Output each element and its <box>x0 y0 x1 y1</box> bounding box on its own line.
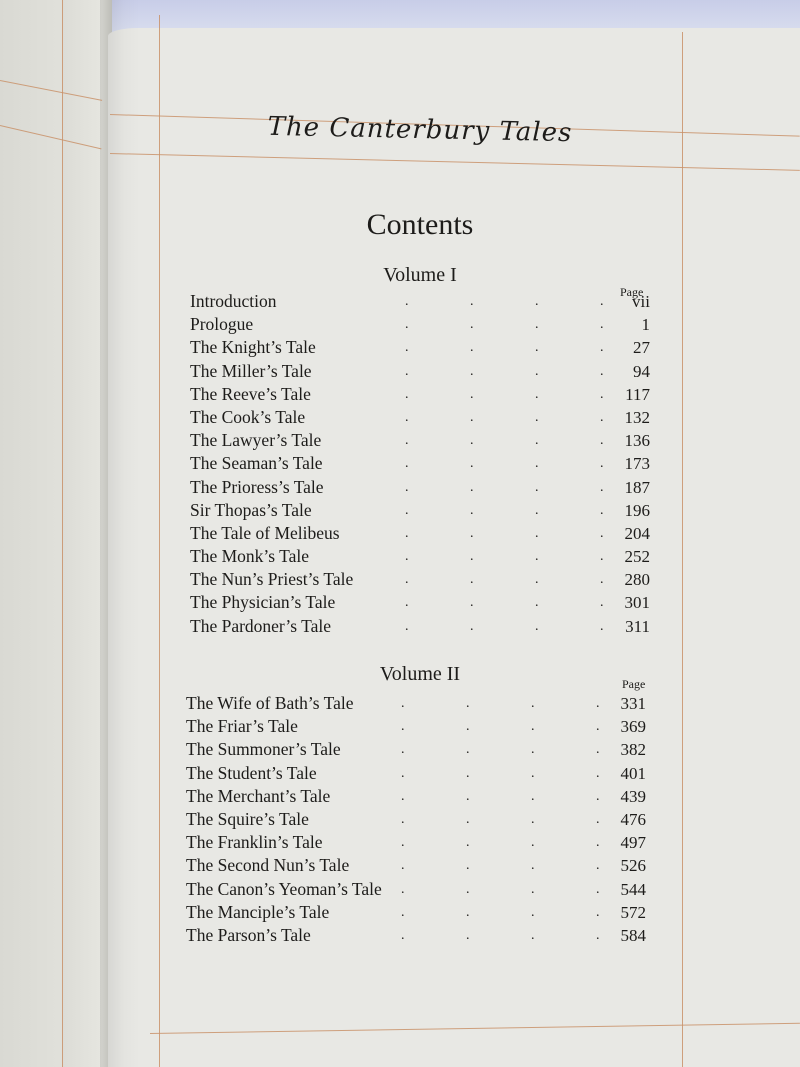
toc-entry-title: The Reeve’s Tale <box>190 383 311 404</box>
toc-entry[interactable] <box>190 383 650 406</box>
dot-leader: . . . . <box>405 363 604 379</box>
dot-leader: . . . . <box>401 742 600 758</box>
dot-leader: . . . . <box>401 696 600 711</box>
dot-leader: . . . . <box>401 881 600 897</box>
volume-2-heading: Volume II <box>379 663 461 685</box>
toc-entry-title: The Parson’s Tale <box>186 924 311 945</box>
toc-entry-title: The Student’s Tale <box>186 762 317 783</box>
toc-entry-title: The Friar’s Tale <box>186 716 298 737</box>
toc-entry-title: The Lawyer’s Tale <box>190 430 322 451</box>
toc-entry[interactable] <box>186 831 646 854</box>
toc-entry-title: The Prioress’s Tale <box>190 476 324 497</box>
volume-2-toc <box>186 692 646 947</box>
toc-entry[interactable] <box>190 545 650 568</box>
toc-entry[interactable] <box>186 924 646 947</box>
toc-entry[interactable] <box>190 499 650 522</box>
toc-entry-title: The Miller’s Tale <box>190 360 312 381</box>
toc-entry[interactable] <box>190 568 650 591</box>
toc-entry[interactable] <box>190 313 650 336</box>
toc-entry-page-number: 1 <box>641 315 650 335</box>
toc-entry-page-number: 544 <box>620 879 646 899</box>
toc-entry-page-number: 187 <box>624 477 650 497</box>
toc-entry[interactable] <box>186 762 646 785</box>
toc-entry-page-number: 311 <box>625 616 650 636</box>
toc-entry[interactable] <box>190 591 650 614</box>
toc-entry-title: The Monk’s Tale <box>190 546 309 567</box>
toc-entry-page-number: 572 <box>620 902 646 922</box>
toc-entry-title: The Summoner’s Tale <box>186 739 341 760</box>
toc-entry-title: The Physician’s Tale <box>190 592 336 613</box>
dot-leader: . . . . <box>401 765 600 781</box>
toc-entry[interactable] <box>190 360 650 383</box>
toc-entry-title: Introduction <box>190 291 277 311</box>
toc-entry-page-number: 252 <box>624 547 650 567</box>
dot-leader: . . . . <box>405 386 604 402</box>
volume-1-toc <box>190 290 650 638</box>
toc-entry-page-number: 476 <box>620 809 646 829</box>
dot-leader: . . . . <box>401 835 600 851</box>
toc-entry-title: The Seaman’s Tale <box>190 453 323 474</box>
toc-entry-title: The Tale of Melibeus <box>190 522 340 543</box>
dot-leader: . . . . <box>401 858 600 874</box>
toc-entry-title: The Second Nun’s Tale <box>186 855 350 876</box>
toc-entry-page-number: 382 <box>620 740 646 760</box>
toc-entry-title: The Franklin’s Tale <box>186 832 323 853</box>
toc-entry[interactable] <box>186 854 646 877</box>
toc-entry-page-number: 94 <box>633 361 650 381</box>
toc-entry[interactable] <box>190 406 650 429</box>
toc-entry-page-number: 369 <box>620 717 646 737</box>
toc-entry-title: The Manciple’s Tale <box>186 901 330 922</box>
dot-leader: . . . . <box>401 927 600 943</box>
toc-entry-title: The Squire’s Tale <box>186 808 309 829</box>
toc-entry-title: Sir Thopas’s Tale <box>190 499 312 520</box>
volume-1-heading: Volume I <box>383 264 457 286</box>
dot-leader: . . . . <box>405 294 604 309</box>
toc-entry-page-number: 401 <box>620 763 646 783</box>
toc-entry-title: The Knight’s Tale <box>190 337 316 358</box>
dot-leader: . . . . <box>405 572 604 588</box>
right-page-right-margin-rule <box>682 32 683 1067</box>
toc-entry[interactable] <box>190 452 650 475</box>
toc-entry-page-number: 584 <box>620 925 646 945</box>
toc-entry-page-number: 117 <box>625 384 650 404</box>
toc-entry-title: The Wife of Bath’s Tale <box>186 693 354 713</box>
toc-entry-title: The Canon’s Yeoman’s Tale <box>186 878 382 899</box>
toc-entry-page-number: 301 <box>624 593 650 613</box>
toc-entry-page-number: 280 <box>624 570 650 590</box>
toc-entry-page-number: 173 <box>624 454 650 474</box>
toc-entry-page-number: 331 <box>620 694 646 713</box>
toc-entry-page-number: 196 <box>624 500 650 520</box>
toc-entry-title: The Nun’s Priest’s Tale <box>190 569 354 590</box>
toc-entry-page-number: 204 <box>624 523 650 543</box>
toc-entry[interactable] <box>190 290 650 313</box>
toc-entry-title: Prologue <box>190 314 254 335</box>
toc-entry[interactable] <box>190 336 650 359</box>
dot-leader: . . . . <box>405 317 604 333</box>
running-header: The Canterbury Tales <box>267 111 573 149</box>
toc-entry-page-number: 27 <box>633 338 650 358</box>
dot-leader: . . . . <box>405 549 604 565</box>
toc-entry[interactable] <box>186 785 646 808</box>
contents-title: Contents <box>366 208 474 241</box>
dot-leader: . . . . <box>405 456 604 472</box>
dot-leader: . . . . <box>405 525 604 541</box>
dot-leader: . . . . <box>405 618 604 634</box>
dot-leader: . . . . <box>401 811 600 827</box>
toc-entry-page-number: vii <box>632 292 650 311</box>
volume-1-page-label: Page <box>620 285 644 299</box>
toc-entry-page-number: 136 <box>624 431 650 451</box>
right-page-left-margin-rule <box>159 15 160 1067</box>
dot-leader: . . . . <box>401 719 600 735</box>
toc-entry-page-number: 526 <box>620 856 646 876</box>
toc-entry-page-number: 497 <box>620 833 646 853</box>
toc-entry[interactable] <box>190 429 650 452</box>
toc-entry[interactable] <box>186 715 646 738</box>
toc-entry[interactable] <box>186 901 646 924</box>
toc-entry[interactable] <box>190 476 650 499</box>
toc-entry[interactable] <box>186 808 646 831</box>
volume-2-page-label: Page <box>622 677 646 691</box>
book-gutter-shadow <box>100 0 140 1067</box>
toc-entry[interactable] <box>186 692 646 715</box>
toc-entry[interactable] <box>186 878 646 901</box>
dot-leader: . . . . <box>405 595 604 611</box>
toc-entry[interactable] <box>190 522 650 545</box>
dot-leader: . . . . <box>405 340 604 356</box>
toc-entry-title: The Cook’s Tale <box>190 406 306 427</box>
dot-leader: . . . . <box>401 788 600 804</box>
toc-entry-page-number: 439 <box>620 786 646 806</box>
left-page-vertical-rule <box>62 0 63 1067</box>
toc-entry-page-number: 132 <box>624 407 650 427</box>
toc-entry[interactable] <box>190 615 650 638</box>
toc-entry-title: The Pardoner’s Tale <box>190 615 331 636</box>
dot-leader: . . . . <box>405 409 604 425</box>
dot-leader: . . . . <box>405 502 604 518</box>
toc-entry[interactable] <box>186 738 646 761</box>
dot-leader: . . . . <box>401 904 600 920</box>
dot-leader: . . . . <box>405 433 604 449</box>
dot-leader: . . . . <box>405 479 604 495</box>
toc-entry-title: The Merchant’s Tale <box>186 785 331 806</box>
